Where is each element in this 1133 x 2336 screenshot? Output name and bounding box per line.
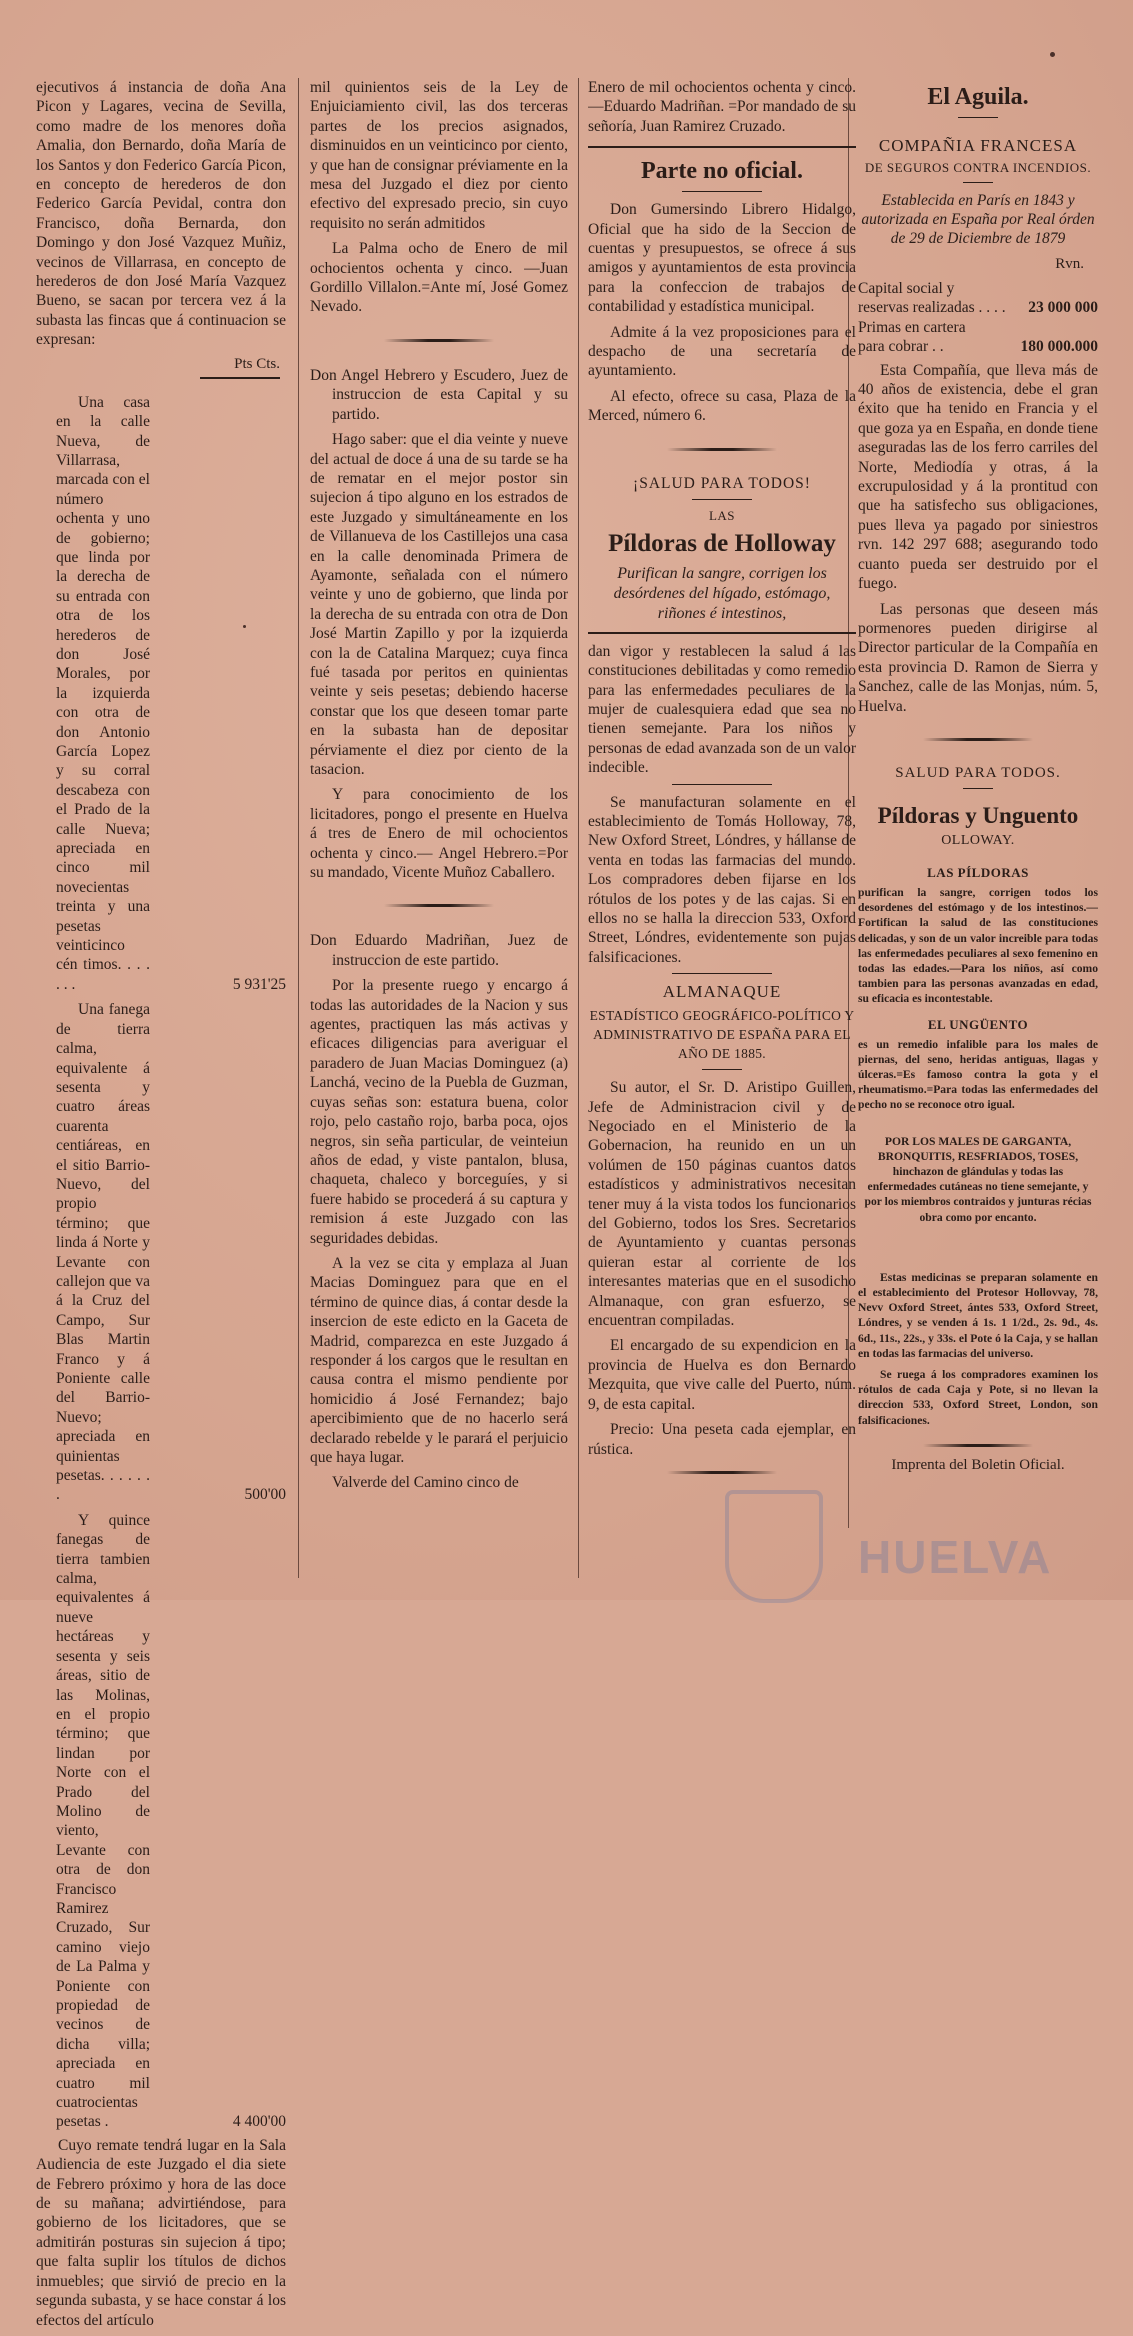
auction-item-text: Una casa en la calle Nueva, de Villarrasa, marcada con el número ochenta y uno de gobierno; que linda por la derecha de su entrada con otra de los herederos de don José Morales, por la izquierda con otra de don Antonio García Lopez y su corral descabeza con el Prado de la calle Nueva; apreciada en cinco mil novecientas treinta y una pesetas veinticinco cén timos. . . . . . . bbox=[56, 393, 150, 993]
separator bbox=[384, 904, 494, 907]
auction-item-amount: 5 931'25 bbox=[232, 975, 286, 993]
ad-title: Píldoras y Unguento bbox=[877, 802, 1079, 828]
separator bbox=[384, 339, 494, 342]
ad-text: Don Gumersindo Librero Hidalgo, Oficial que ha sido de la Seccion de cuentas y presupuestos, se ofrece á sus amigos y ayuntamientos de esta provincia para la confeccion de trabajos de contabilidad y estadística municipal. bbox=[588, 201, 856, 316]
separator bbox=[682, 191, 762, 192]
capital-label: Capital social y reservas realizadas . . . . bbox=[858, 280, 1006, 317]
ad-text: POR LOS MALES DE GARGANTA, BRONQUITIS, RESFRIADOS, TOSES, hinchazon de glándulas y todas las enfermedades cutáneas no tiene semejante, y por los miembros contraidos y junturas récias obra como por encanto. bbox=[864, 1134, 1092, 1224]
separator bbox=[963, 788, 993, 789]
auction-item bbox=[36, 1511, 286, 2132]
notice-text: Valverde del Camino cinco de bbox=[332, 1474, 519, 1492]
auction-item-text: Y quince fanegas de tierra tambien calma, equivalentes á nueve hectáreas y sesenta y seis áreas, sitio de las Molinas, en el propio término; que lindan por Norte con el Prado del Molino de viento, Levante con otra de don Francisco Ramirez Cruzado, Sur camino viejo de La Palma y Poniente con propiedad de vecinos de dicha villa; apreciada en cuatro mil cuatrocientas pesetas . bbox=[56, 1511, 150, 2131]
auction-intro: ejecutivos á instancia de doña Ana Picon y Lagares, vecina de Sevilla, como madre de los menores doña Amalia, don Bernardo, doña María de los Santos y don Federico García Picon, en concepto de herederos de don Federico García Pevidal, contra don Francisco, doña Bernarda, don Domingo y don José Vazquez Muñiz, vecinos de Villarrasa, en concepto de herederos de don José María Vazquez Bueno, se sacan por tercera vez á la subasta las fincas que á continuacion se expresan: bbox=[36, 79, 286, 349]
ink-speck bbox=[243, 625, 246, 628]
column-4 bbox=[858, 78, 1098, 1474]
notice-text: A la vez se cita y emplaza al Juan Macias Dominguez para que en el término de quince dias, á contar desde la insercion de este edicto en la Gaceta de Madrid, comparezca en este Juzgado á responder á los cargos que le resultan en causa contra el mismo pendiente por homicidio á José Fernandez; bajo apercibimiento que de no hacerlo será declarado rebelde y le parará el perjuicio que haya lugar. bbox=[310, 1254, 568, 1466]
ad-title: Píldoras de Holloway bbox=[608, 529, 836, 557]
ad-text: dan vigor y restablecen la salud á las constituciones debilitadas y como remedio para las enfermedades peculiares de la mujer de cualesquiera edad que sea no tienen semejante. Para los niños y personas de edad avanzada son de un valor indecible. bbox=[588, 642, 856, 777]
ad-tagline: Purifican la sangre, corrigen los desórdenes del hígado, estómago, riñones é intestinos, bbox=[613, 564, 831, 622]
separator bbox=[692, 499, 752, 500]
column-divider bbox=[298, 78, 299, 1578]
ad-text: Precio: Una peseta cada ejemplar, en rústica. bbox=[588, 1421, 856, 1458]
ad-text: Esta Compañía, que lleva más de 40 años de existencia, debe el gran éxito que ha tenido en Francia y el que goza ya en España, en donde tiene aseguradas las de los ferro carriles del Norte, Mediodía y otras, á la excrupulosidad y á la prontitud con que ha satisfecho sus obligaciones, pues lleva ya pagado por siniestros rvn. 142 297 688; asegurando todo cuanto pueda ser destruido por el fuego. bbox=[858, 361, 1098, 593]
separator bbox=[923, 1444, 1033, 1447]
ad-title: El Aguila. bbox=[927, 84, 1029, 110]
ad-text: es un remedio infalible para los males de piernas, del seno, heridas antiguas, llagas y úlceras.=Es famoso contra la gota y el rheumatismo.=Para todas las enfermedades del pecho no se reconoce otro igual. bbox=[858, 1037, 1098, 1112]
notice-text: Por la presente ruego y encargo á todas las autoridades de la Nacion y sus agentes, practiquen las más activas y eficaces diligencias para averiguar el paradero de Juan Macias Dominguez (a) Lanchá, vecino de la Puebla de Guzman, cuyas señas son: estatura buena, color rojo, pelo castaño rojo, barba poca, ojos negros, sin seña particular, de veinteiun años de edad, y viste pantalon, blusa, chaqueta, chaleco y borceguíes, y si fuere habido se procederá á su captura y remision á este Juzgado con las seguridades debidas. bbox=[310, 977, 568, 1247]
notice-signature: Y para conocimiento de los licitadores, pongo el presente en Huelva á tres de Enero de mil ochocientos ochenta y cinco.— Angel Hebrero.=Por su mandado, Vicente Muñoz Caballero. bbox=[310, 786, 568, 882]
notice-text: Hago saber: que el dia veinte y nueve del actual de doce á una de su tarde se ha de rematar en el mejor postor sin sujecion á tipo alguno en los estrados de este Juzgado y simultáneamente en los de Villanueva de los Castillejos una casa en la calle denominada Primera de Ayamonte, señalada con el número veinte y uno de gobierno, que linda por la derecha de su entrada con otra de Don José Martin Zapillo y por la izquierda con la de Catalina Marquez; cuya finca fué tasada por peritos en quinientas veinte y seis pesetas; debiendo hacerse constar que los que deseen tomar parte en la subasta han de depositar pérviamente el diez por ciento de la tasacion. bbox=[310, 431, 568, 778]
ad-subheading: LAS PÍLDORAS bbox=[927, 864, 1029, 880]
capital-row bbox=[858, 279, 1098, 318]
currency-label: Rvn. bbox=[1055, 256, 1084, 272]
column-1 bbox=[36, 78, 286, 2336]
ad-heading: SALUD PARA TODOS. bbox=[895, 764, 1061, 781]
column-3 bbox=[588, 78, 856, 1498]
ad-heading: ALMANAQUE bbox=[662, 982, 782, 1002]
ad-text: Admite á la vez proposiciones para el despacho de una secretaría de ayuntamiento. bbox=[588, 323, 856, 380]
separator bbox=[958, 117, 998, 118]
ad-text: Se manufacturan solamente en el establecimiento de Tomás Holloway, 78, New Oxford Street, Lóndres, y hállanse de venta en todas las farmacias del mundo. Los compradores deben fijarse en los rótulos de los potes y de las cajas. Si en ellos no se halla la direccion 533, Oxford Street, Lóndres, evidentemente son pujas falsificaciones. bbox=[588, 793, 856, 966]
ad-text: Estas medicinas se preparan solamente en el establecimiento del Protesor Hollovvay, 78, Nevv Oxford Street, ántes 533, Oxford Street, Lóndres, y se venden á 1s. 1 1/2d., 2s. 9d., 4s. 6d., 11s., 22s., y 33s. el Pote ó la Caja, y se hallan en todas las farmacias del universo. bbox=[858, 1270, 1098, 1360]
ad-text: Se ruega á los compradores examinen los rótulos de cada Caja y Pote, si no llevan la direccion 533, Oxford Street, London, son falsificaciones. bbox=[858, 1368, 1098, 1427]
column-2 bbox=[310, 78, 568, 1499]
primas-label: Primas en cartera para cobrar . . bbox=[858, 318, 966, 356]
ad-subheading: DE SEGUROS CONTRA INCENDIOS. bbox=[864, 160, 1092, 175]
separator bbox=[672, 973, 772, 974]
separator bbox=[963, 182, 993, 183]
separator bbox=[702, 1069, 742, 1070]
primas-value: 180 000.000 bbox=[1020, 338, 1098, 356]
auction-item-amount: 4 400'00 bbox=[232, 2113, 286, 2131]
auction-closing: Cuyo remate tendrá lugar en la Sala Audiencia de este Juzgado el dia siete de Febrero próximo y hora de las doce de su mañana; advirtiéndose, para gobierno de los licitadores, que se admitirán posturas sin sujecion á tipo; que falta suplir los títulos de dichos inmuebles; que sirvió de precio en la segunda subasta, y se hace constar á los efectos del artículo bbox=[36, 2136, 286, 2329]
column-divider bbox=[578, 78, 579, 1578]
primas-row bbox=[858, 318, 1098, 357]
section-rule bbox=[588, 632, 856, 634]
holloway-ad bbox=[858, 865, 1098, 1428]
ad-heading: ¡SALUD PARA TODOS! bbox=[633, 474, 811, 492]
section-rule bbox=[588, 146, 856, 148]
auction-item-amount: 500'00 bbox=[244, 1486, 286, 1504]
ad-subheading: LAS bbox=[708, 507, 736, 523]
separator bbox=[923, 738, 1033, 741]
ad-text: purifican la sangre, corrigen todos los desordenes del estómago y de los intestinos.—Fortifican la salud de las constituciones delicadas, y son de un valor increible para todas las enfermedades peculiares al sexo femenino en todas las edades.—Para los niños, así como tambien para las personas avanzadas en edad, su eficacia es incontestable. bbox=[858, 885, 1098, 1006]
ink-speck bbox=[1050, 52, 1055, 57]
ad-tagline: Establecida en París en 1843 y autorizada en España por Real órden de 29 de Diciembre de 1879 bbox=[861, 192, 1095, 247]
ad-text: Su autor, el Sr. D. Aristipo Guillen, Jefe de Administracion civil y de Negociado en el Ministerio de la Gobernacion, ha reunido en un un volúmen de 150 páginas cuantos datos estadísticos y administrativos necesitan tener muy á la vista todos los funcionarios del Gobierno, todos los Sres. Secretarios de Ayuntamiento y cuantas personas quieran estar al corriente de los interesantes materias que en el susodicho Almanaque, con gran esfuerzo, se encuentran compiladas. bbox=[588, 1079, 856, 1330]
ad-heading: COMPAÑIA FRANCESA bbox=[878, 136, 1078, 155]
notice-signature: Enero de mil ochocientos ochenta y cinco.—Eduardo Madriñan. =Por mandado de su señoría, Juan Ramirez Cruzado. bbox=[588, 79, 856, 135]
pts-underline bbox=[200, 377, 280, 379]
ad-subheading: EL UNGÜENTO bbox=[927, 1016, 1029, 1032]
auction-item bbox=[36, 1000, 286, 1505]
auction-item-text: Una fanega de tierra calma, equivalente á sesenta y cuatro áreas cuarenta centiáreas, en el sitio Barrio-Nuevo, del propio término; que linda á Norte y Levante con callejon que va á la Cruz del Campo, Sur Blas Martin Franco y á Poniente calle del Barrio-Nuevo; apreciada en quinientas pesetas. . . . . . . bbox=[56, 1001, 150, 1504]
notice-heading: Don Eduardo Madriñan, Juez de instruccion de este partido. bbox=[310, 932, 568, 969]
capital-value: 23 000 000 bbox=[1028, 299, 1098, 317]
printer-imprint: Imprenta del Boletin Oficial. bbox=[891, 1456, 1065, 1473]
ad-text: El encargado de su expendicion en la provincia de Huelva es don Bernardo Mezquita, que vive calle del Puerto, núm. 9, de esta capital. bbox=[588, 1337, 856, 1413]
separator bbox=[672, 784, 772, 785]
notice-heading: Don Angel Hebrero y Escudero, Juez de instruccion de esta Capital y su partido. bbox=[310, 366, 568, 423]
notice-signature: La Palma ocho de Enero de mil ochocientos ochenta y cinco. —Juan Gordillo Villalon.=Ante mí, José Gomez Nevado. bbox=[310, 240, 568, 316]
watermark-shield-icon bbox=[725, 1490, 823, 1603]
notice-text: mil quinientos seis de la Ley de Enjuiciamiento civil, las dos terceras partes de los precios asignados, disminuidos en un veinticinco por ciento, y que han de consignar préviamente en la mesa del Juzgado el diez por ciento efectivo del expresado precio, sin cuyo requisito no serán admitidos bbox=[310, 79, 568, 232]
pts-header: Pts Cts. bbox=[234, 355, 280, 372]
separator bbox=[667, 448, 777, 451]
auction-item bbox=[36, 393, 286, 995]
ad-subheading: ESTADÍSTICO GEOGRÁFICO-POLÍTICO Y ADMINISTRATIVO DE ESPAÑA PARA EL AÑO DE 1885. bbox=[589, 1008, 855, 1062]
ad-text: Al efecto, ofrece su casa, Plaza de la Merced, número 6. bbox=[588, 387, 856, 425]
separator bbox=[667, 1471, 777, 1474]
watermark-logo: HUELVA bbox=[858, 1531, 1053, 1583]
ad-text: Las personas que deseen más pormenores pueden dirigirse al Director particular de la Compañía en esta provincia D. Ramon de Sierra y Sanchez, calle de las Monjas, núm. 5, Huelva. bbox=[858, 600, 1098, 715]
section-heading: Parte no oficial. bbox=[641, 158, 803, 185]
ad-subheading: OLLOWAY. bbox=[941, 832, 1015, 848]
